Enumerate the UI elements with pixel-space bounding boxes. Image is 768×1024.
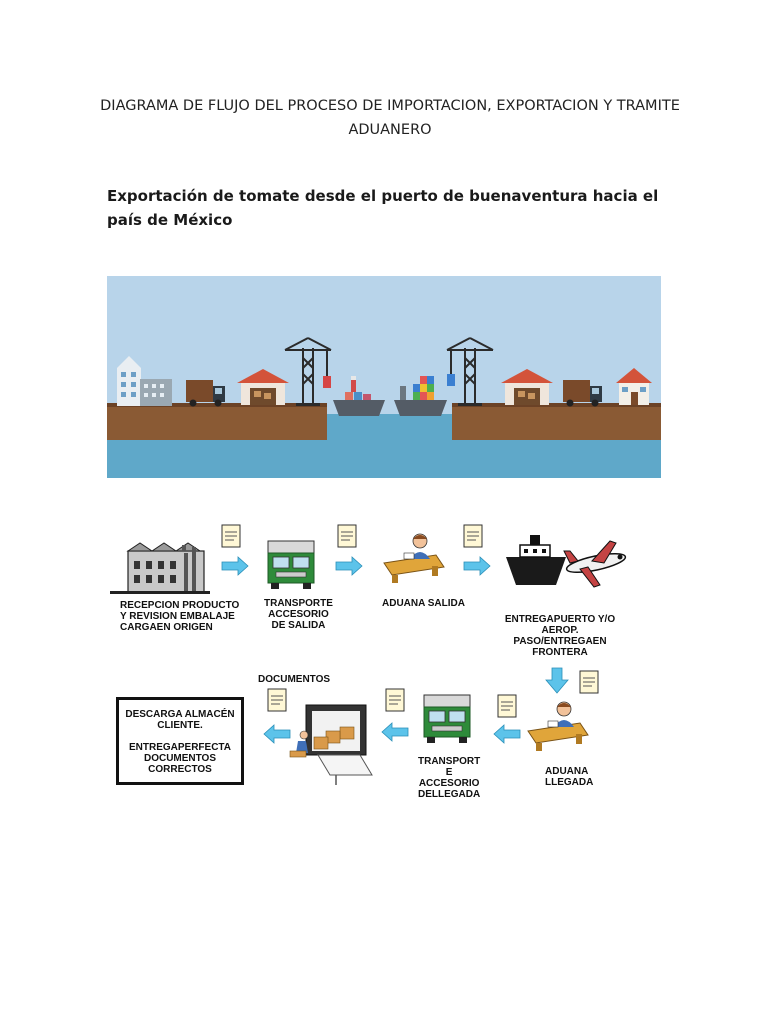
step-label-arrival-customs: ADUANA LLEGADA <box>545 766 594 788</box>
customs-officer-icon-2 <box>528 702 588 751</box>
truck-icon-1 <box>268 541 314 589</box>
document-subtitle: Exportación de tomate desde el puerto de buenaventura hacia el país de México <box>107 187 659 229</box>
step-label-reception: RECEPCION PRODUCTO Y REVISION EMBALAJE CARGAEN ORIGEN <box>120 600 240 633</box>
step-label-exit-transport: TRANSPORTE ACCESORIO DE SALIDA <box>264 598 333 631</box>
document-icon-6 <box>386 689 404 711</box>
factory-icon <box>110 543 210 594</box>
document-icon-1 <box>222 525 240 547</box>
step-label-exit-customs: ADUANA SALIDA <box>382 598 465 609</box>
step-label-arrival-transport: TRANSPORT E ACCESORIO DELLEGADA <box>418 756 481 800</box>
customs-officer-icon-1 <box>384 534 444 583</box>
document-icon-3 <box>464 525 482 547</box>
arrow-left-icon-1 <box>494 725 520 743</box>
arrow-left-icon-3 <box>264 725 290 743</box>
left-dock <box>107 406 327 440</box>
final-box-line1: DESCARGA ALMACÉN CLIENTE. <box>125 709 235 731</box>
document-icon-2 <box>338 525 356 547</box>
arrow-right-icon-1 <box>222 557 248 575</box>
arrow-left-icon-2 <box>382 723 408 741</box>
arrow-right-icon-3 <box>464 557 490 575</box>
delivery-truck-unloading-icon <box>290 705 372 785</box>
port-illustration <box>107 276 661 478</box>
document-icon-4 <box>580 671 598 693</box>
airplane-icon <box>564 541 627 587</box>
truck-icon-2 <box>424 695 470 743</box>
document-title: DIAGRAMA DE FLUJO DEL PROCESO DE IMPORTACION, EXPORTACION Y TRAMITE ADUANERO <box>100 98 680 138</box>
final-delivery-box <box>116 697 244 785</box>
document-icon-5 <box>498 695 516 717</box>
document-icon-7 <box>268 689 286 711</box>
final-box-line2: ENTREGAPERFECTA DOCUMENTOS CORRECTOS <box>128 742 232 775</box>
ship-icon <box>506 535 566 585</box>
arrow-right-icon-2 <box>336 557 362 575</box>
step-label-port-delivery: ENTREGAPUERTO Y/O AEROP. PASO/ENTREGAEN FRONTERA <box>504 614 616 658</box>
arrow-down-icon <box>546 668 568 693</box>
right-dock <box>452 406 661 440</box>
step-label-documents: DOCUMENTOS <box>258 674 331 685</box>
